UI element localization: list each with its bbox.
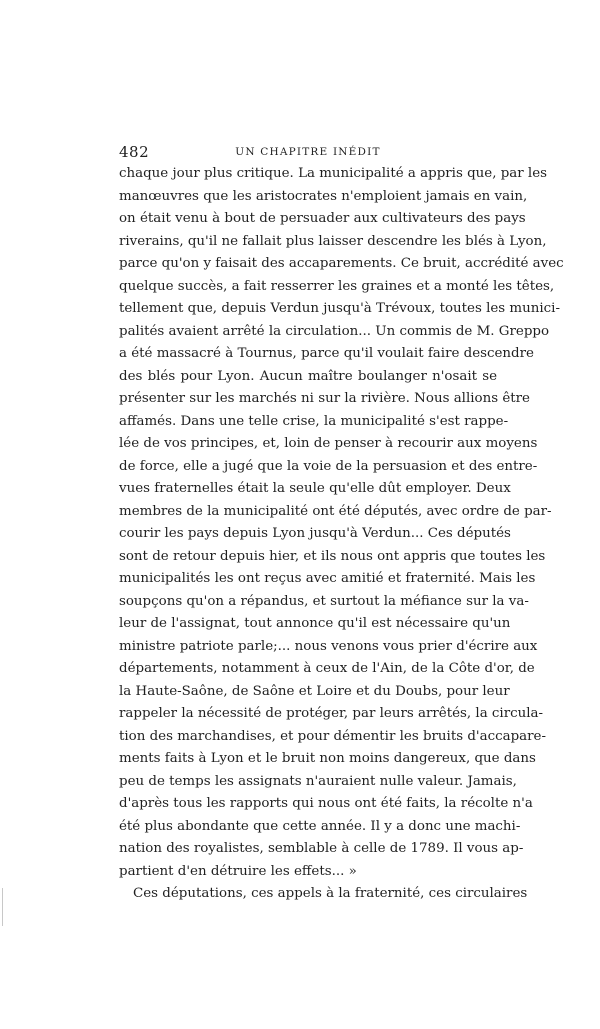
text-line: affamés. Dans une telle crise, la municipalité s'est rappe- [119,413,509,429]
text-line: partient d'en détruire les effets... » [119,863,357,879]
text-line: des blés pour Lyon. Aucun maître boulanger n'osait se [119,368,497,384]
text-line: palités avaient arrêté la circulation... Un commis de M. Greppo [119,323,550,339]
text-line: leur de l'assignat, tout annonce qu'il est nécessaire qu'un [119,616,511,631]
text-line: quelque succès, a fait resserrer les graines et a monté les têtes, [119,278,555,294]
text-line: manœuvres que les aristocrates n'emploient jamais en vain, [119,188,528,204]
text-line: membres de la municipalité ont été députés, avec ordre de par- [119,503,552,519]
text-line: riverains, qu'il ne fallait plus laisser descendre les blés à Lyon, [119,233,547,249]
page-header [119,143,497,163]
text-line: a été massacré à Tournus, parce qu'il voulait faire descendre [119,346,534,361]
text-line: vues fraternelles était la seule qu'elle dût employer. Deux [119,481,511,496]
text-line: ments faits à Lyon et le bruit non moins dangereux, que dans [119,751,536,766]
text-line: été plus abondante que cette année. Il y a donc une machi- [119,818,521,834]
page-number: 482 [119,143,150,161]
text-line: chaque jour plus critique. La municipalité a appris que, par les [119,166,547,181]
text-line: sont de retour depuis hier, et ils nous ont appris que toutes les [119,548,546,564]
text-line: la Haute-Saône, de Saône et Loire et du Doubs, pour leur [119,683,510,699]
text-line: tion des marchandises, et pour démentir les bruits d'accapare- [119,728,546,744]
text-line: peu de temps les assignats n'auraient nulle valeur. Jamais, [119,773,517,789]
text-line: Ces députations, ces appels à la fraternité, ces circulaires [133,886,528,901]
text-line: présenter sur les marchés ni sur la rivière. Nous allions être [119,391,530,406]
text-line: tellement que, depuis Verdun jusqu'à Trévoux, toutes les munici- [119,301,560,316]
body-text [119,163,564,906]
text-line: parce qu'on y faisait des accaparements. Ce bruit, accrédité avec [119,256,564,271]
text-line: municipalités les ont reçus avec amitié et fraternité. Mais les [119,571,536,586]
text-line: nation des royalistes, semblable à celle de 1789. Il vous ap- [119,841,524,856]
text-line: de force, elle a jugé que la voie de la persuasion et des entre- [119,458,538,474]
text-line: on était venu à bout de persuader aux cultivateurs des pays [119,211,526,226]
text-line: ministre patriote parle;... nous venons vous prier d'écrire aux [119,638,538,654]
text-line: rappeler la nécessité de protéger, par leurs arrêtés, la circula- [119,706,544,721]
text-line: courir les pays depuis Lyon jusqu'à Verdun... Ces députés [119,526,511,541]
text-line: lée de vos principes, et, loin de penser à recourir aux moyens [119,436,538,451]
margin-mark [2,888,3,926]
text-line: soupçons qu'on a répandus, et surtout la méfiance sur la va- [119,593,529,609]
text-line: d'après tous les rapports qui nous ont été faits, la récolte n'a [119,796,533,811]
running-title: UN CHAPITRE INÉDIT [235,146,381,158]
text-line: départements, notamment à ceux de l'Ain, de la Côte d'or, de [119,661,535,676]
